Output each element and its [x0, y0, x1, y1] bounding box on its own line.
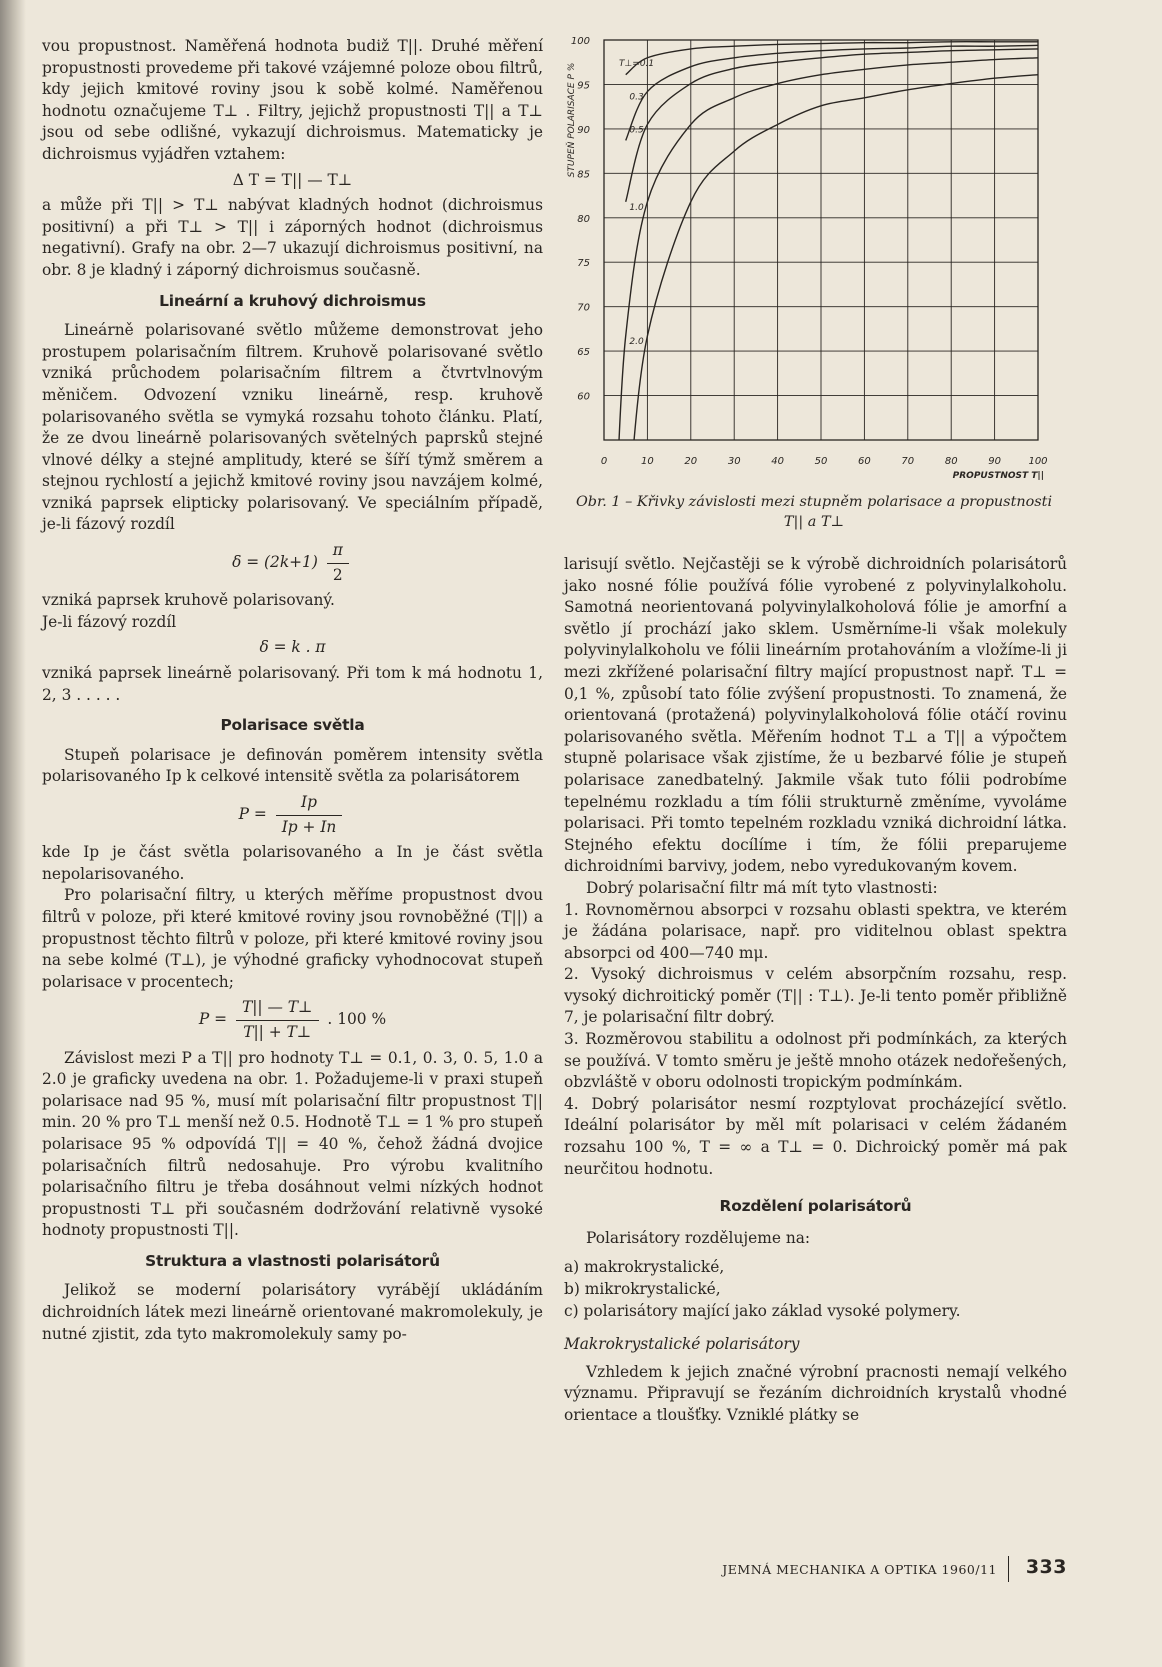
- formula-phase-numerator: π: [327, 540, 349, 564]
- right-column: [564, 554, 1067, 1427]
- heading-linear-circular: Lineární a kruhový dichroismus: [159, 291, 426, 310]
- list-item-3: 3. Rozměrovou stabilitu a odolnost při podmínkách, za kterých se používá. V tomto směru je ještě mnoho otázek nedořešených, obzvláště v oboru odolnosti tropickým podmínkám.: [564, 1030, 1067, 1092]
- paragraph-phase: Je-li fázový rozdíl: [42, 612, 177, 631]
- chart-y-axis-label: STUPEŇ POLARISACE P %: [567, 62, 577, 178]
- figure-1: [560, 30, 1068, 530]
- formula-delta-t: Δ T = T|| — T⊥: [232, 170, 353, 189]
- chart-x-axis-label: PROPUSTNOST T||: [952, 471, 1044, 481]
- formula-phase-denominator: 2: [332, 565, 343, 584]
- formula-phase-linear: δ = k . π: [259, 638, 326, 657]
- chart-series-line: [626, 49, 1038, 202]
- list-item-2: 2. Vysoký dichroismus v celém absorpčním rozsahu, resp. vysoký dichroitický poměr (T|| : T⊥). Je-li tento poměr přibližně 7, je polarisační filtr dobrý.: [564, 965, 1067, 1027]
- paragraph-degree: Stupeň polarisace je definován poměrem intensity světla polarisovaného Ip k celkové intensitě světla za polarisátorem: [42, 745, 543, 786]
- paragraph-circular: vzniká paprsek kruhově polarisovaný.: [42, 591, 335, 610]
- chart-x-tick-label: 90: [988, 456, 1001, 467]
- heading-division: Rozdělení polarisátorů: [719, 1197, 912, 1216]
- formula-degree-denominator: Ip + In: [281, 817, 337, 836]
- list-item-4: 4. Dobrý polarisátor nesmí rozptylovat procházející světlo. Ideální polarisátor by měl mít polarisaci v celém žádaném rozsahu 100 %, T = ∞ a T⊥ = 0. Dichroický poměr má pak neurčitou hodnotu.: [564, 1094, 1067, 1178]
- division-item-a: a) makrokrystalické,: [564, 1258, 725, 1277]
- formula-percent: [42, 997, 543, 1043]
- formula-degree-lhs: P =: [238, 805, 267, 824]
- heading-macrocrystalline: Makrokrystalické polarisátory: [564, 1335, 800, 1354]
- list-item-1: 1. Rovnoměrnou absorpci v rozsahu oblasti spektra, ve kterém je žádána polarisace, např. pro viditelnou oblast spektra absorpci od 400—740 mμ.: [564, 900, 1067, 962]
- formula-degree-fraction: [276, 792, 343, 838]
- formula-degree: [42, 792, 543, 838]
- chart-series-label: 0.3: [629, 92, 644, 103]
- paragraph-continue: larisují světlo. Nejčastěji se k výrobě dichroidních polarisátorů jako nosné fólie používá fólie vyrobené z polyvinylalkoholu. Samotná neorientovaná polyvinylalkoholová fólie je amorfní a světlo jí prochází jako sklem. Usměrníme-li však molekuly polyvinylalkoholu ve fólii lineárním protahováním a vložíme-li ji mezi zkřížené polarisační filtry mající propustnost např. T⊥ = 0,1 %, způsobí tato fólie zvýšení propustnosti. To znamená, že orientovaná (protažená) polyvinylalkoholová fólie otáčí rovinu polarisovaného světla. Měřením hodnot T⊥ a T|| a výpočtem stupně polarisace však zjistíme, že u bezbarvé fólie je stupeň polarisace zanedbatelný. Jakmile však tuto fólii podrobíme tepelnému rozkladu a tím fólii strukturně změníme, vyvoláme polarisaci. Při tomto tepelném rozkladu vzniká dichroidní látka. Stejného efektu docílíme i tím, že fólii preparujeme dichroidními barvivy, jodem, nebo vyredukovaným kovem.: [564, 555, 1067, 876]
- paragraph-intro: vou propustnost. Naměřená hodnota budiž T||. Druhé měření propustnosti provedeme při takové vzájemné poloze obou filtrů, kdy jejich kmitové roviny jsou k sobě kolmé. Naměřenou hodnotu označujeme T⊥ . Filtry, jejichž propustnosti T|| a T⊥ jsou od sebe odlišné, vykazují dichroismus. Matematicky je dichroismus vyjádřen vztahem:: [42, 37, 543, 163]
- formula-degree-numerator: Ip: [276, 792, 343, 816]
- formula-phase-fraction: [327, 540, 349, 586]
- chart-y-tick-label: 60: [577, 391, 590, 403]
- figure-caption-line-1: Obr. 1 – Křivky závislosti mezi stupněm polarisace a propustnosti: [575, 494, 1053, 510]
- chart-x-tick-label: 20: [684, 456, 698, 467]
- paragraph-dependence: Závislost mezi P a T|| pro hodnoty T⊥ = 0.1, 0. 3, 0. 5, 1.0 a 2.0 je graficky uvedena na obr. 1. Požadujeme-li v praxi stupeň polarisace nad 95 %, musí mít polarisační filtr propustnost T|| min. 20 % pro T⊥ menší než 0.5. Hodnotě T⊥ = 1 % pro stupeň polarisace 95 % odpovídá T|| = 40 %, čehož žádná dvojice polarisačních filtrů nedosahuje. Pro výrobu kvalitního polarisačního filtru je třeba dosáhnout velmi nízkých hodnot propustnosti T⊥ při současném dodržování relativně vysoké hodnoty propustnosti T||.: [42, 1048, 543, 1240]
- paragraph-linear-result: vzniká paprsek lineárně polarisovaný. Při tom k má hodnotu 1, 2, 3 . . . . .: [42, 664, 543, 704]
- footer-journal: JEMNÁ MECHANIKA A OPTIKA 1960/11: [722, 1562, 997, 1577]
- chart-series-label: 0.5: [629, 125, 644, 136]
- chart-y-tick-label: 90: [577, 124, 590, 136]
- formula-percent-lhs: P =: [198, 1010, 228, 1029]
- formula-percent-fraction: [236, 997, 319, 1043]
- paragraph-where: kde Ip je část světla polarisovaného a In je část světla nepolarisovaného.: [42, 843, 543, 883]
- formula-phase-circular: [42, 540, 543, 586]
- chart-series-line: [617, 58, 1038, 485]
- chart-x-tick-label: 70: [901, 456, 915, 467]
- chart-series-label: T⊥=0.1: [618, 58, 655, 69]
- chart-y-tick-label: 100: [570, 36, 590, 47]
- chart-y-tick-label: 65: [577, 347, 590, 359]
- chart-x-tick-label: 0: [600, 456, 608, 467]
- chart-x-tick-label: 30: [727, 456, 741, 467]
- heading-polarisation: Polarisace světla: [220, 716, 365, 735]
- chart-y-tick-label: 95: [577, 80, 590, 92]
- formula-percent-denominator: T|| + T⊥: [243, 1022, 312, 1041]
- chart-y-tick-label: 80: [577, 213, 590, 225]
- paragraph-filters: Pro polarisační filtry, u kterých měříme propustnost dvou filtrů v poloze, při které kmitové roviny jsou rovnoběžné (T||) a propustnost těchto filtrů v poloze, při které kmitové roviny jsou na sebe kolmé (T⊥), je výhodné graficky vyhodnocovat stupeň polarisace v procentech;: [42, 886, 543, 991]
- division-item-b: b) mikrokrystalické,: [564, 1280, 721, 1298]
- heading-structure: Struktura a vlastnosti polarisátorů: [145, 1251, 440, 1270]
- chart-y-tick-label: 75: [577, 258, 590, 270]
- chart-x-tick-label: 40: [771, 456, 784, 467]
- formula-percent-rhs: . 100 %: [327, 1010, 387, 1029]
- chart-y-tick-label: 70: [577, 302, 590, 314]
- paragraph-linear: Lineárně polarisované světlo můžeme demonstrovat jeho prostupem polarisačním filtrem. Kruhově polarisované světlo vzniká průchodem polarisačním filtrem a čtvrtvlnovým měničem. Odvození vzniku lineárně, resp. kruhově polarisovaného světla se vymyká rozsahu tohoto článku. Platí, že ze dvou lineárně polarisovaných světelných paprsků stejné vlnové délky a stejné amplitudy, které se šíří týmž směrem a stejnou rychlostí a jejichž kmitové roviny jsou navzájem kolmé, vzniká paprsek elipticky polarisovaný. Ve speciálním případě, je-li fázový rozdíl: [42, 321, 543, 534]
- chart-x-tick-label: 60: [858, 456, 871, 467]
- paragraph-division: Polarisátory rozdělujeme na:: [586, 1228, 811, 1247]
- paragraph-macrocrystalline: Vzhledem k jejich značné výrobní pracnosti nemají velkého významu. Připravují se řezáním dichroidních krystalů vhodné orientace a tloušťky. Vzniklé plátky se: [564, 1362, 1067, 1424]
- paragraph-properties: Dobrý polarisační filtr má mít tyto vlastnosti:: [586, 878, 938, 897]
- page-footer: [722, 1556, 1067, 1582]
- chart-x-tick-label: 100: [1028, 456, 1048, 467]
- figure-caption-line-2: T|| a T⊥: [783, 514, 845, 530]
- paragraph-dichroism: a může při T|| > T⊥ nabývat kladných hodnot (dichroismus positivní) a při T⊥ > T|| i záporných hodnot (dichroismus negativní). Grafy na obr. 2—7 ukazují dichroismus positivní, na obr. 8 je kladný i záporný dichroismus současně.: [42, 196, 543, 279]
- chart-x-tick-label: 10: [641, 456, 654, 467]
- chart-y-tick-label: 85: [577, 169, 590, 181]
- chart-x-tick-label: 80: [944, 456, 958, 467]
- chart-x-tick-label: 50: [814, 456, 828, 467]
- division-item-c: c) polarisátory mající jako základ vysoké polymery.: [564, 1301, 961, 1320]
- formula-percent-numerator: T|| — T⊥: [236, 997, 319, 1021]
- formula-phase-lhs: δ = (2k+1): [232, 553, 318, 572]
- figure-caption: [560, 492, 1068, 532]
- page-binding-shadow: [0, 0, 26, 1667]
- chart-polarisation-vs-transmittance: [560, 30, 1068, 488]
- chart-series-line: [626, 45, 1038, 140]
- footer-divider: [1008, 1556, 1009, 1582]
- left-column: [42, 36, 543, 1345]
- chart-series-label: 2.0: [629, 337, 644, 347]
- page-number: 333: [1025, 1556, 1067, 1578]
- paragraph-structure: Jelikož se moderní polarisátory vyrábějí ukládáním dichroidních látek mezi lineárně orientované makromolekuly, je nutné zjistit, zda tyto makromolekuly samy po-: [42, 1281, 543, 1343]
- chart-series-label: 1.0: [629, 202, 644, 213]
